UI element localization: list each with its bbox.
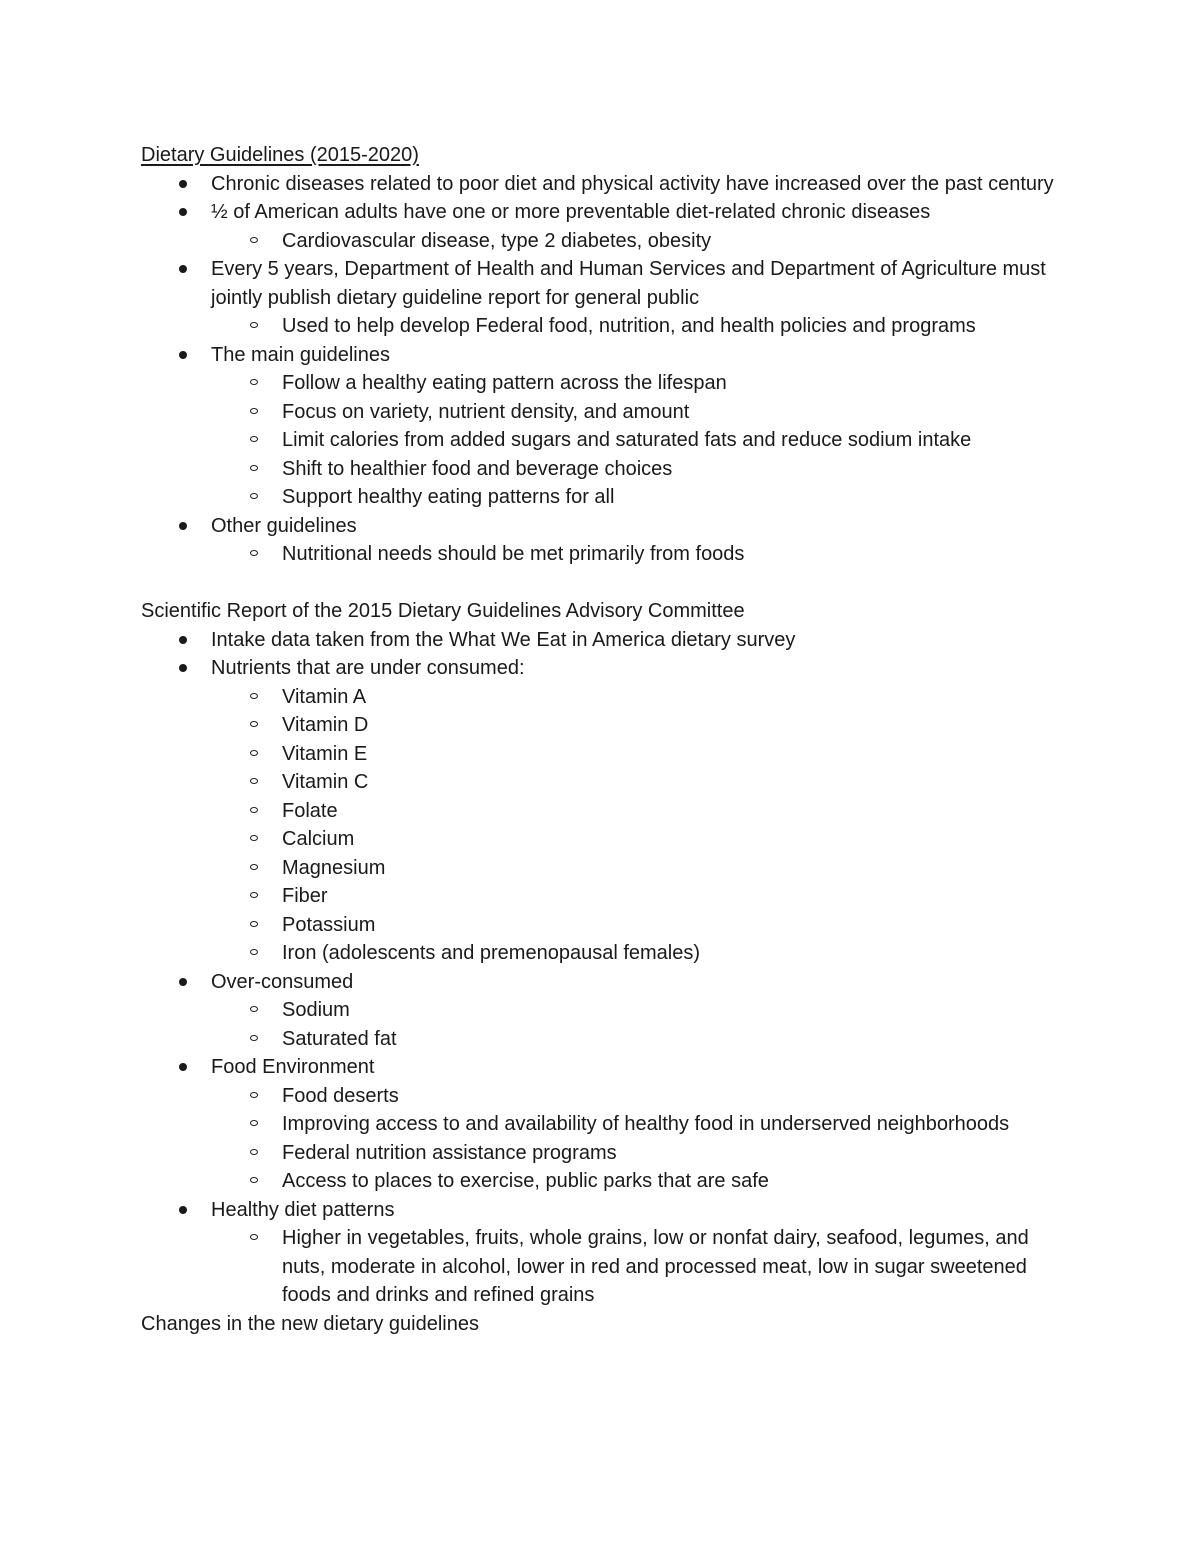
sub-list-item [211,483,1061,512]
sub-list-item-text: Vitamin E [282,742,368,765]
bullet-circle-icon [250,1120,258,1126]
sub-list-item [211,1139,1061,1168]
list-item-text: Nutrients that are under consumed: [211,657,525,679]
bullet-circle-icon [250,807,258,813]
bullet-dot-icon [179,978,187,986]
list-item [141,341,1061,512]
bullet-circle-icon [250,921,258,927]
list-item [141,1196,1061,1310]
bullet-circle-icon [250,1234,258,1240]
bullet-circle-icon [250,379,258,385]
bullet-circle-icon [250,493,258,499]
list-item [141,1053,1061,1196]
sub-list-item-text: Food deserts [282,1084,399,1107]
sub-list-item-text: Cardiovascular disease, type 2 diabetes, obesity [282,229,712,252]
bullet-circle-icon [250,750,258,756]
sub-list-item [211,1167,1061,1196]
sub-list-item-text: Focus on variety, nutrient density, and amount [282,400,690,423]
section-heading [141,597,1061,626]
bullet-dot-icon [179,522,187,530]
sub-bullet-list [141,312,1061,341]
bullet-circle-icon [250,949,258,955]
sub-bullet-list [141,1224,1061,1310]
sub-list-item-text: Follow a healthy eating pattern across the lifespan [282,372,727,394]
bullet-dot-icon [179,636,187,644]
sub-list-item [211,227,1061,256]
sub-list-item [211,768,1061,797]
bullet-list [141,170,1061,569]
list-item [141,198,1061,255]
sub-list-item-text: Vitamin D [282,714,369,736]
bullet-circle-icon [250,237,258,243]
list-item-text: Over-consumed [211,970,354,993]
bullet-circle-icon [250,408,258,414]
bullet-circle-icon [250,892,258,898]
bullet-circle-icon [250,436,258,442]
bullet-dot-icon [179,180,187,188]
bullet-circle-icon [250,778,258,784]
sub-list-item-text: Iron (adolescents and premenopausal females) [282,942,701,964]
list-item-text: Other guidelines [211,514,357,537]
bullet-circle-icon [250,1092,258,1098]
bullet-dot-icon [179,1063,187,1071]
trailing-heading: Changes in the new dietary guidelines [141,1312,479,1335]
bullet-circle-icon [250,550,258,556]
sub-list-item-text: Magnesium [282,856,386,879]
sub-list-item [211,882,1061,911]
bullet-dot-icon [179,351,187,359]
list-item [141,626,1061,655]
sub-list-item-text: Vitamin C [282,771,369,793]
sub-bullet-list [141,540,1061,569]
sub-bullet-list [141,996,1061,1053]
list-item-text: Healthy diet patterns [211,1198,395,1221]
sub-list-item [211,426,1061,455]
list-item [141,255,1061,341]
sub-list-item [211,1224,1061,1310]
sub-list-item [211,1110,1061,1139]
sub-list-item [211,740,1061,769]
sub-list-item-text: Sodium [282,999,350,1021]
bullet-circle-icon [250,1006,258,1012]
bullet-dot-icon [179,208,187,216]
list-item-text: Intake data taken from the What We Eat in America dietary survey [211,628,796,651]
list-item [141,654,1061,968]
list-item [141,170,1061,199]
bullet-circle-icon [250,721,258,727]
section-heading-text: Scientific Report of the 2015 Dietary Guidelines Advisory Committee [141,600,745,622]
sub-list-item [211,540,1061,569]
sub-list-item-text: Access to places to exercise, public parks that are safe [282,1170,769,1192]
bullet-circle-icon [250,465,258,471]
bullet-dot-icon [179,265,187,273]
bullet-dot-icon [179,664,187,672]
sub-bullet-list [141,1082,1061,1196]
sub-list-item-text: Higher in vegetables, fruits, whole grains, low or nonfat dairy, seafood, legumes, and nuts, moderate in alcohol, lower in red and processed meat, low in sugar sweetened foods and drinks and refined grains [282,1227,1029,1306]
sub-list-item [211,1025,1061,1054]
sub-list-item [211,939,1061,968]
bullet-circle-icon [250,1035,258,1041]
sub-list-item [211,911,1061,940]
list-item-text: Chronic diseases related to poor diet and physical activity have increased over the past century [211,172,1054,195]
sub-list-item-text: Nutritional needs should be met primarily from foods [282,543,745,565]
sub-list-item [211,797,1061,826]
sub-list-item [211,996,1061,1025]
bullet-circle-icon [250,322,258,328]
sub-list-item-text: Support healthy eating patterns for all [282,486,615,508]
list-item-text: The main guidelines [211,343,390,366]
bullet-dot-icon [179,1206,187,1214]
sub-list-item [211,854,1061,883]
list-item [141,512,1061,569]
sub-list-item [211,369,1061,398]
sub-list-item-text: Federal nutrition assistance programs [282,1141,617,1164]
sub-list-item-text: Fiber [282,885,328,907]
sub-list-item-text: Vitamin A [282,685,367,708]
bullet-list [141,626,1061,1310]
sub-list-item [211,683,1061,712]
section-heading-text: Dietary Guidelines (2015-2020) [141,144,419,166]
list-item-text: Food Environment [211,1056,375,1078]
sub-list-item-text: Improving access to and availability of healthy food in underserved neighborhoods [282,1113,1010,1135]
section-heading [141,141,1061,170]
sub-list-item [211,711,1061,740]
sub-list-item [211,398,1061,427]
sub-list-item-text: Saturated fat [282,1027,397,1050]
list-item [141,968,1061,1054]
sub-list-item [211,825,1061,854]
bullet-circle-icon [250,1177,258,1183]
list-item-text: Every 5 years, Department of Health and Human Services and Department of Agriculture must jointly publish dietary guideline report for general public [211,258,1046,309]
bullet-circle-icon [250,693,258,699]
list-item-text: ½ of American adults have one or more preventable diet-related chronic diseases [211,201,931,223]
bullet-circle-icon [250,1149,258,1155]
sub-bullet-list [141,369,1061,512]
sub-list-item [211,1082,1061,1111]
sub-list-item-text: Potassium [282,913,376,936]
sub-list-item-text: Shift to healthier food and beverage choices [282,457,673,480]
sub-list-item-text: Folate [282,799,338,822]
sub-list-item-text: Used to help develop Federal food, nutrition, and health policies and programs [282,315,976,337]
sub-list-item [211,455,1061,484]
section-spacer [141,569,1061,598]
bullet-circle-icon [250,835,258,841]
sub-list-item-text: Limit calories from added sugars and saturated fats and reduce sodium intake [282,429,972,451]
document-page [141,141,1061,1338]
bullet-circle-icon [250,864,258,870]
sub-bullet-list [141,683,1061,968]
sub-list-item-text: Calcium [282,828,355,850]
sub-list-item [211,312,1061,341]
sub-bullet-list [141,227,1061,256]
